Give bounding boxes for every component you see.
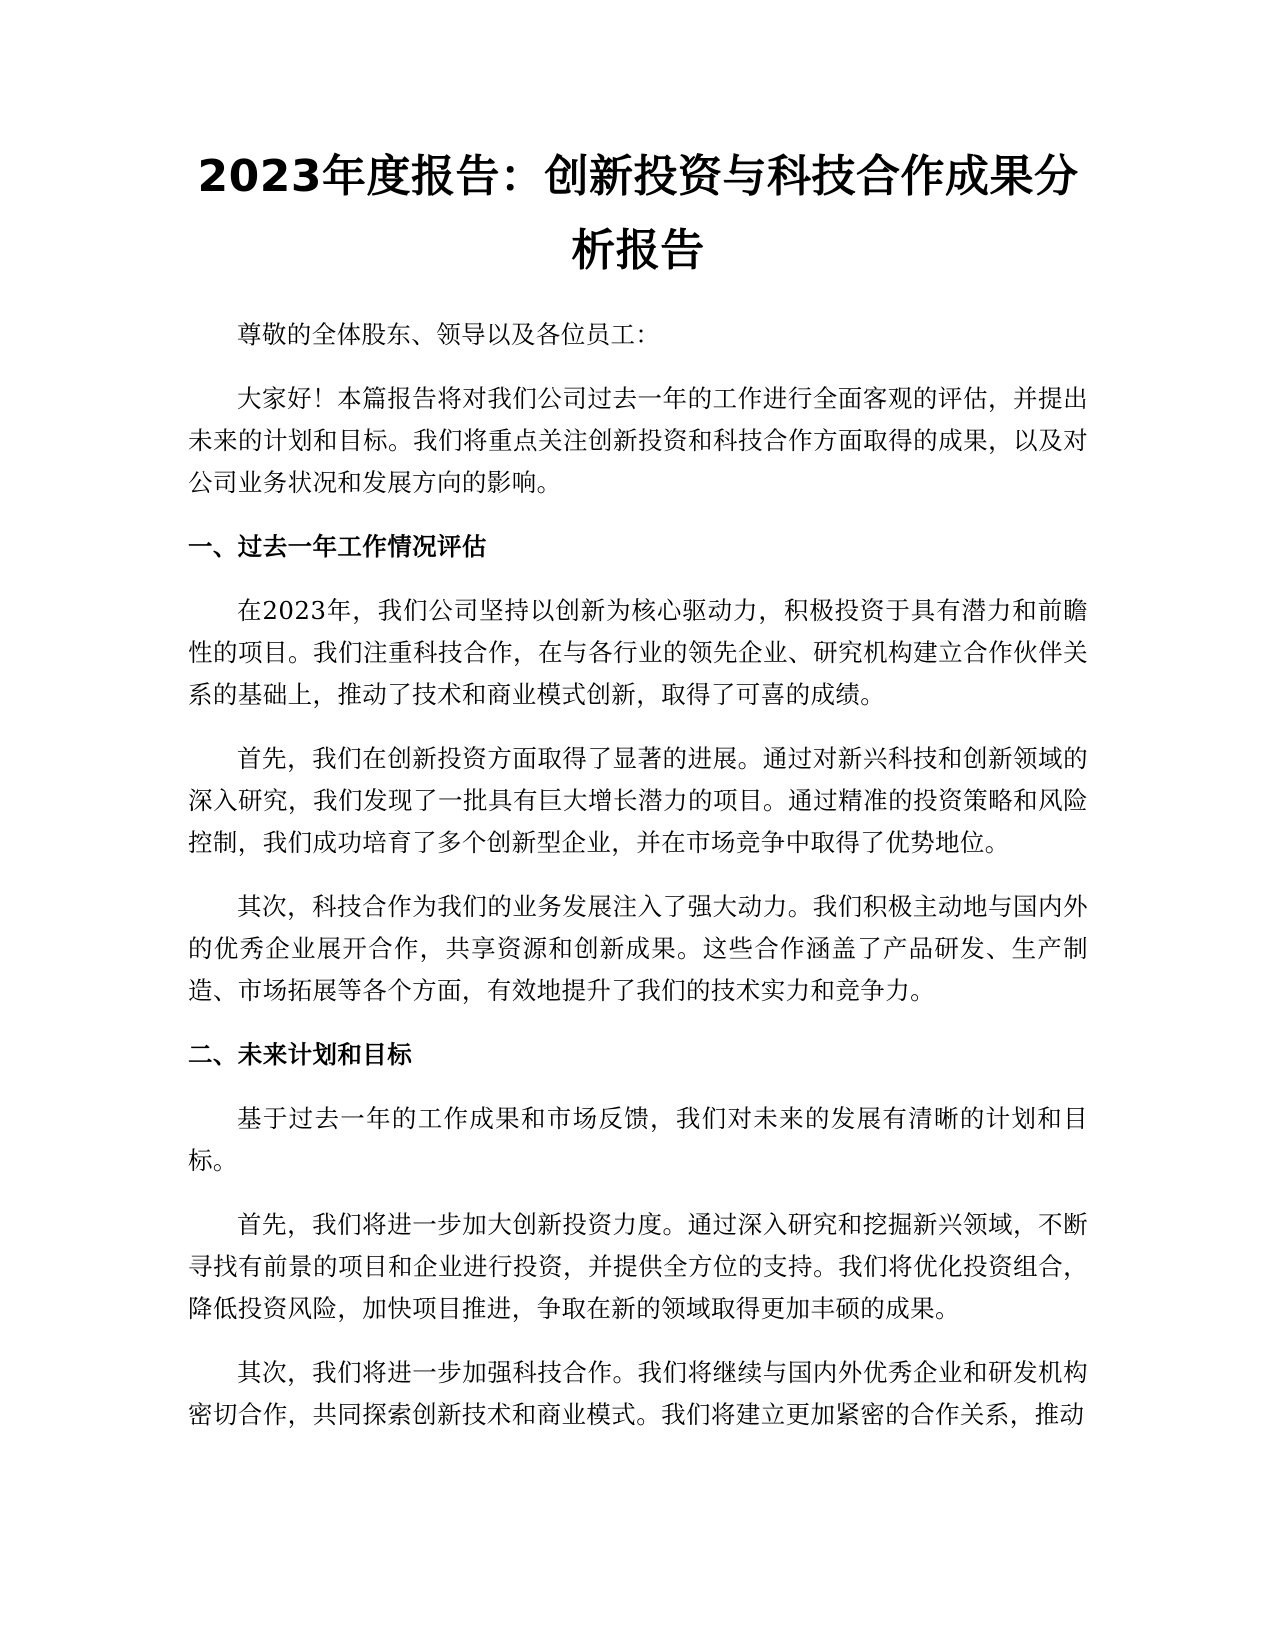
review-paragraph-1: 在2023年，我们公司坚持以创新为核心驱动力，积极投资于具有潜力和前瞻性的项目。我们注重科技合作，在与各行业的领先企业、研究机构建立合作伙伴关系的基础上，推动了技术和商业模式创新，取得了可喜的成绩。 <box>188 596 1088 709</box>
review-paragraph-2: 首先，我们在创新投资方面取得了显著的进展。通过对新兴科技和创新领域的深入研究，我们发现了一批具有巨大增长潜力的项目。通过精准的投资策略和风险控制，我们成功培育了多个创新型企业，并在市场竞争中取得了优势地位。 <box>188 744 1088 857</box>
document-title: 2023年度报告：创新投资与科技合作成果分析报告 <box>197 151 1079 276</box>
plans-paragraph-2: 首先，我们将进一步加大创新投资力度。通过深入研究和挖掘新兴领域，不断寻找有前景的项目和企业进行投资，并提供全方位的支持。我们将优化投资组合，降低投资风险，加快项目推进，争取在新的领域取得更加丰硕的成果。 <box>188 1210 1088 1323</box>
plans-paragraph-1: 基于过去一年的工作成果和市场反馈，我们对未来的发展有清晰的计划和目标。 <box>188 1104 1088 1175</box>
section-heading-review: 一、过去一年工作情况评估 <box>188 532 487 561</box>
plans-paragraph-3: 其次，我们将进一步加强科技合作。我们将继续与国内外优秀企业和研发机构密切合作，共同探索创新技术和商业模式。我们将建立更加紧密的合作关系，推动 <box>188 1358 1088 1429</box>
section-heading-plans: 二、未来计划和目标 <box>188 1040 413 1069</box>
intro-paragraph: 大家好！本篇报告将对我们公司过去一年的工作进行全面客观的评估，并提出未来的计划和目标。我们将重点关注创新投资和科技合作方面取得的成果，以及对公司业务状况和发展方向的影响。 <box>188 384 1088 497</box>
greeting-paragraph: 尊敬的全体股东、领导以及各位员工： <box>237 320 661 349</box>
document-page <box>188 140 1088 1458</box>
review-paragraph-3: 其次，科技合作为我们的业务发展注入了强大动力。我们积极主动地与国内外的优秀企业展开合作，共享资源和创新成果。这些合作涵盖了产品研发、生产制造、市场拓展等各个方面，有效地提升了我们的技术实力和竞争力。 <box>188 892 1088 1005</box>
